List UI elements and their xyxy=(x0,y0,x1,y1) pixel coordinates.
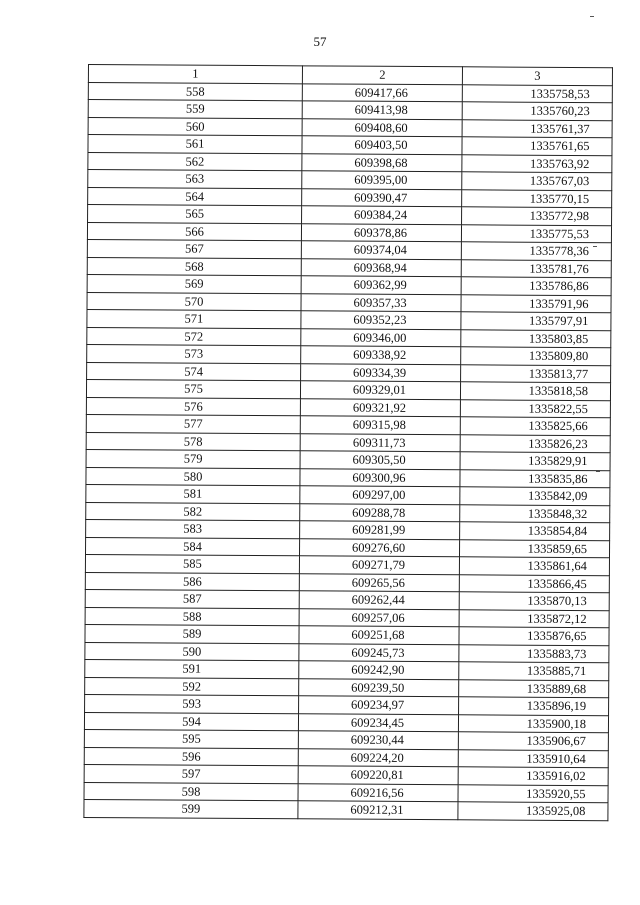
point-number-cell: 596 xyxy=(84,747,298,766)
y-coordinate-cell: 1335872,12 xyxy=(459,609,609,627)
y-coordinate-cell: 1335826,23 xyxy=(460,434,610,452)
y-coordinate-cell: 1335829,91 xyxy=(460,452,610,470)
x-coordinate-cell: 609251,68 xyxy=(299,626,459,644)
point-number-cell: 577 xyxy=(86,414,300,433)
point-number-cell: 591 xyxy=(85,659,299,678)
point-number-cell: 567 xyxy=(87,239,301,258)
point-number-cell: 599 xyxy=(84,799,298,818)
y-coordinate-cell: 1335775,53 xyxy=(461,224,611,242)
point-number-cell: 561 xyxy=(88,135,302,154)
y-coordinate-cell: 1335848,32 xyxy=(460,504,610,522)
y-coordinate-cell: 1335906,67 xyxy=(458,732,608,750)
point-number-cell: 579 xyxy=(86,449,300,468)
y-coordinate-cell: 1335763,92 xyxy=(462,154,612,172)
x-coordinate-cell: 609334,39 xyxy=(301,363,461,381)
x-coordinate-cell: 609271,79 xyxy=(299,556,459,574)
x-coordinate-cell: 609378,86 xyxy=(301,223,461,241)
point-number-cell: 569 xyxy=(87,274,301,293)
y-coordinate-cell: 1335900,18 xyxy=(458,714,608,732)
y-coordinate-cell: 1335818,58 xyxy=(460,382,610,400)
y-coordinate-cell: 1335916,02 xyxy=(458,767,608,785)
column-header-1: 1 xyxy=(88,65,302,84)
x-coordinate-cell: 609234,45 xyxy=(298,713,458,731)
x-coordinate-cell: 609220,81 xyxy=(298,766,458,784)
x-coordinate-cell: 609352,23 xyxy=(301,311,461,329)
coordinates-table xyxy=(83,64,613,821)
x-coordinate-cell: 609321,92 xyxy=(300,398,460,416)
point-number-cell: 564 xyxy=(88,187,302,206)
point-number-cell: 592 xyxy=(85,677,299,696)
x-coordinate-cell: 609212,31 xyxy=(298,801,458,819)
y-coordinate-cell: 1335761,37 xyxy=(462,119,612,137)
point-number-cell: 594 xyxy=(84,712,298,731)
point-number-cell: 598 xyxy=(84,782,298,801)
y-coordinate-cell: 1335854,84 xyxy=(460,522,610,540)
y-coordinate-cell: 1335767,03 xyxy=(462,172,612,190)
point-number-cell: 570 xyxy=(87,292,301,311)
y-coordinate-cell: 1335920,55 xyxy=(458,784,608,802)
x-coordinate-cell: 609305,50 xyxy=(300,451,460,469)
point-number-cell: 595 xyxy=(84,729,298,748)
y-coordinate-cell: 1335842,09 xyxy=(460,487,610,505)
point-number-cell: 587 xyxy=(85,589,299,608)
x-coordinate-cell: 609368,94 xyxy=(301,258,461,276)
point-number-cell: 580 xyxy=(86,467,300,486)
point-number-cell: 573 xyxy=(87,344,301,363)
y-coordinate-cell: 1335813,77 xyxy=(461,364,611,382)
y-coordinate-cell: 1335825,66 xyxy=(460,417,610,435)
y-coordinate-cell: 1335835,86 xyxy=(460,469,610,487)
scan-artifact xyxy=(590,16,594,17)
point-number-cell: 566 xyxy=(87,222,301,241)
y-coordinate-cell: 1335896,19 xyxy=(459,697,609,715)
x-coordinate-cell: 609417,66 xyxy=(302,83,462,101)
y-coordinate-cell: 1335910,64 xyxy=(458,749,608,767)
y-coordinate-cell: 1335803,85 xyxy=(461,329,611,347)
y-coordinate-cell: 1335758,53 xyxy=(462,84,612,102)
point-number-cell: 563 xyxy=(88,170,302,189)
point-number-cell: 593 xyxy=(85,694,299,713)
x-coordinate-cell: 609297,00 xyxy=(300,486,460,504)
y-coordinate-cell: 1335822,55 xyxy=(460,399,610,417)
y-coordinate-cell: 1335770,15 xyxy=(462,189,612,207)
x-coordinate-cell: 609224,20 xyxy=(298,748,458,766)
x-coordinate-cell: 609357,33 xyxy=(301,293,461,311)
x-coordinate-cell: 609398,68 xyxy=(302,153,462,171)
x-coordinate-cell: 609374,04 xyxy=(301,241,461,259)
x-coordinate-cell: 609408,60 xyxy=(302,118,462,136)
point-number-cell: 581 xyxy=(86,484,300,503)
y-coordinate-cell: 1335761,65 xyxy=(462,137,612,155)
y-coordinate-cell: 1335772,98 xyxy=(462,207,612,225)
x-coordinate-cell: 609300,96 xyxy=(300,468,460,486)
point-number-cell: 575 xyxy=(86,379,300,398)
x-coordinate-cell: 609288,78 xyxy=(300,503,460,521)
x-coordinate-cell: 609315,98 xyxy=(300,416,460,434)
x-coordinate-cell: 609230,44 xyxy=(298,731,458,749)
point-number-cell: 585 xyxy=(85,554,299,573)
x-coordinate-cell: 609242,90 xyxy=(299,661,459,679)
point-number-cell: 597 xyxy=(84,764,298,783)
y-coordinate-cell: 1335861,64 xyxy=(459,557,609,575)
y-coordinate-cell: 1335870,13 xyxy=(459,592,609,610)
x-coordinate-cell: 609276,60 xyxy=(299,538,459,556)
x-coordinate-cell: 609413,98 xyxy=(302,101,462,119)
table-body xyxy=(84,82,612,820)
y-coordinate-cell: 1335809,80 xyxy=(461,347,611,365)
column-header-3: 3 xyxy=(462,67,612,85)
x-coordinate-cell: 609257,06 xyxy=(299,608,459,626)
x-coordinate-cell: 609395,00 xyxy=(302,171,462,189)
y-coordinate-cell: 1335791,96 xyxy=(461,294,611,312)
x-coordinate-cell: 609239,50 xyxy=(299,678,459,696)
point-number-cell: 562 xyxy=(88,152,302,171)
y-coordinate-cell: 1335876,65 xyxy=(459,627,609,645)
point-number-cell: 558 xyxy=(88,82,302,101)
y-coordinate-cell: 1335778,36 xyxy=(461,242,611,260)
y-coordinate-cell: 1335885,71 xyxy=(459,662,609,680)
page-number: 57 xyxy=(313,34,327,49)
point-number-cell: 560 xyxy=(88,117,302,136)
point-number-cell: 586 xyxy=(85,572,299,591)
point-number-cell: 589 xyxy=(85,624,299,643)
y-coordinate-cell: 1335866,45 xyxy=(459,574,609,592)
x-coordinate-cell: 609311,73 xyxy=(300,433,460,451)
y-coordinate-cell: 1335925,08 xyxy=(458,802,608,820)
point-number-cell: 582 xyxy=(86,502,300,521)
x-coordinate-cell: 609346,00 xyxy=(301,328,461,346)
y-coordinate-cell: 1335889,68 xyxy=(459,679,609,697)
y-coordinate-cell: 1335797,91 xyxy=(461,312,611,330)
y-coordinate-cell: 1335883,73 xyxy=(459,644,609,662)
x-coordinate-cell: 609390,47 xyxy=(302,188,462,206)
y-coordinate-cell: 1335859,65 xyxy=(459,539,609,557)
coordinates-table-container xyxy=(83,64,612,821)
point-number-cell: 578 xyxy=(86,432,300,451)
x-coordinate-cell: 609262,44 xyxy=(299,591,459,609)
x-coordinate-cell: 609329,01 xyxy=(300,381,460,399)
point-number-cell: 576 xyxy=(86,397,300,416)
x-coordinate-cell: 609338,92 xyxy=(301,346,461,364)
x-coordinate-cell: 609281,99 xyxy=(300,521,460,539)
table-row xyxy=(84,799,608,820)
y-coordinate-cell: 1335786,86 xyxy=(461,277,611,295)
point-number-cell: 588 xyxy=(85,607,299,626)
x-coordinate-cell: 609362,99 xyxy=(301,276,461,294)
point-number-cell: 590 xyxy=(85,642,299,661)
point-number-cell: 574 xyxy=(87,362,301,381)
point-number-cell: 559 xyxy=(88,100,302,119)
x-coordinate-cell: 609384,24 xyxy=(302,206,462,224)
y-coordinate-cell: 1335781,76 xyxy=(461,259,611,277)
point-number-cell: 568 xyxy=(87,257,301,276)
point-number-cell: 572 xyxy=(87,327,301,346)
point-number-cell: 565 xyxy=(88,205,302,224)
point-number-cell: 583 xyxy=(86,519,300,538)
point-number-cell: 571 xyxy=(87,309,301,328)
x-coordinate-cell: 609265,56 xyxy=(299,573,459,591)
point-number-cell: 584 xyxy=(86,537,300,556)
x-coordinate-cell: 609245,73 xyxy=(299,643,459,661)
x-coordinate-cell: 609234,97 xyxy=(299,696,459,714)
column-header-2: 2 xyxy=(302,66,462,84)
x-coordinate-cell: 609216,56 xyxy=(298,783,458,801)
y-coordinate-cell: 1335760,23 xyxy=(462,102,612,120)
x-coordinate-cell: 609403,50 xyxy=(302,136,462,154)
